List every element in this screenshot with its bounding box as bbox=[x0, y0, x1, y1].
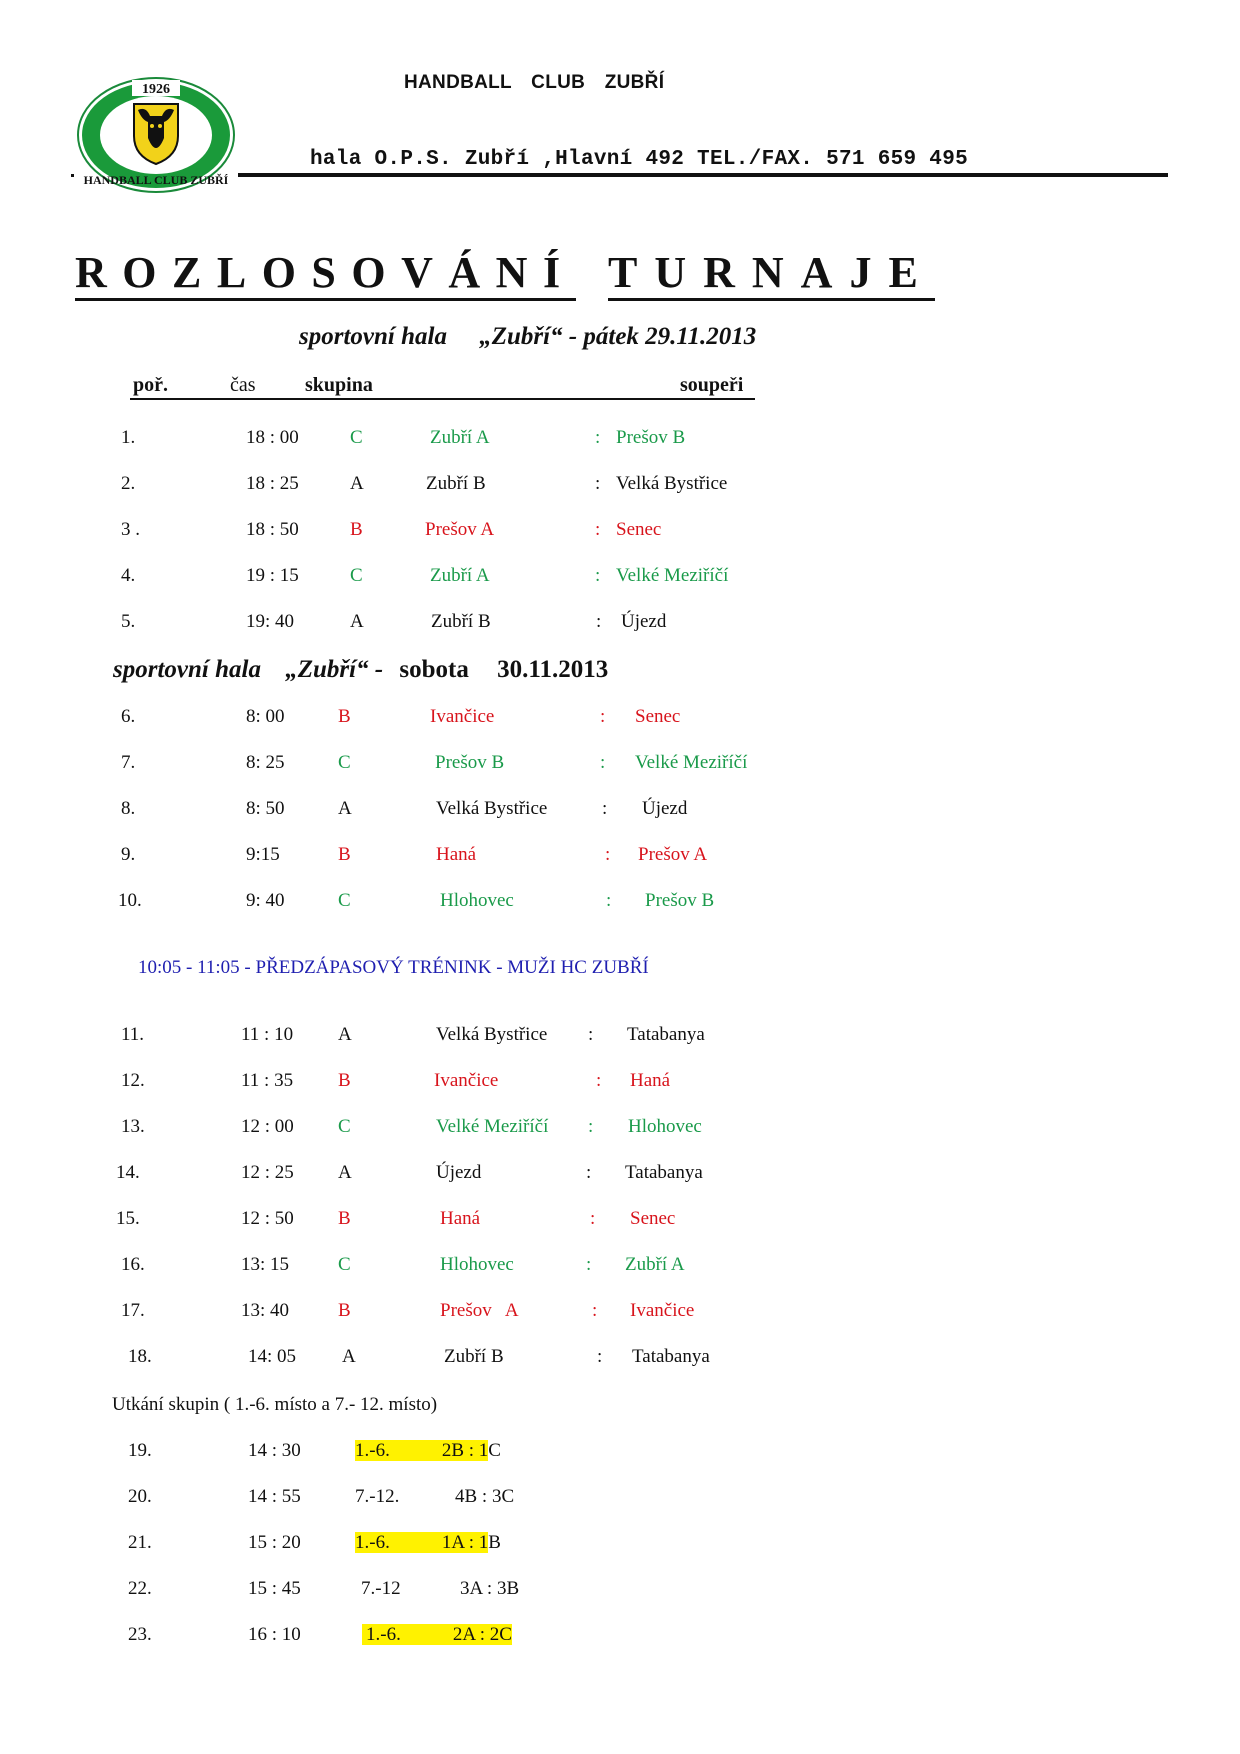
match-time: 18 : 50 bbox=[246, 519, 299, 540]
placement-cell bbox=[355, 1440, 501, 1462]
match-separator: : bbox=[606, 890, 612, 911]
col-opponents: soupeři bbox=[680, 374, 744, 396]
match-time: 8: 50 bbox=[246, 798, 285, 819]
match-home: Prešov A bbox=[440, 1300, 519, 1321]
match-separator: : bbox=[590, 1208, 596, 1229]
placement-cell bbox=[355, 1532, 501, 1554]
match-no: 11. bbox=[121, 1024, 145, 1045]
match-no: 6. bbox=[121, 706, 136, 727]
svg-text:1926: 1926 bbox=[142, 82, 170, 97]
placement-no: 23. bbox=[128, 1624, 152, 1645]
match-home: Haná bbox=[436, 844, 477, 865]
match-away: Senec bbox=[616, 519, 662, 540]
day2-date: 30.11.2013 bbox=[497, 656, 609, 683]
match-time: 18 : 00 bbox=[246, 427, 299, 448]
match-away: Újezd bbox=[642, 798, 688, 819]
match-no: 18. bbox=[128, 1346, 152, 1367]
match-time: 9: 40 bbox=[246, 890, 285, 911]
match-separator: : bbox=[596, 611, 602, 632]
match-separator: : bbox=[586, 1162, 592, 1183]
placement-tail: B bbox=[488, 1532, 501, 1553]
match-away: Velké Meziříčí bbox=[616, 565, 729, 586]
match-group: B bbox=[338, 1300, 351, 1321]
placement-pair: 1A : 1 bbox=[441, 1532, 489, 1553]
placement-time: 14 : 55 bbox=[248, 1486, 301, 1507]
day2-heading bbox=[113, 656, 608, 684]
match-group: C bbox=[338, 1116, 351, 1137]
match-away: Tatabanya bbox=[627, 1024, 705, 1045]
match-no: 10. bbox=[118, 890, 142, 911]
placement-time: 14 : 30 bbox=[248, 1440, 301, 1461]
match-group: A bbox=[338, 798, 352, 819]
placement-no: 21. bbox=[128, 1532, 152, 1553]
match-home: Velké Meziříčí bbox=[436, 1116, 549, 1137]
match-away: Prešov B bbox=[616, 427, 686, 448]
match-no: 15. bbox=[116, 1208, 140, 1229]
match-away: Senec bbox=[635, 706, 681, 727]
match-no: 12. bbox=[121, 1070, 145, 1091]
match-home: Prešov A bbox=[425, 519, 495, 540]
match-separator: : bbox=[586, 1254, 592, 1275]
placement-heading: Utkání skupin ( 1.-6. místo a 7.- 12. místo) bbox=[112, 1394, 438, 1415]
match-no: 5. bbox=[121, 611, 136, 632]
placement-range: 7.-12 bbox=[361, 1578, 401, 1599]
match-home: Hlohovec bbox=[440, 890, 514, 911]
svg-text:HANDBALL CLUB ZUBŘÍ: HANDBALL CLUB ZUBŘÍ bbox=[83, 173, 229, 187]
match-group: A bbox=[342, 1346, 356, 1367]
match-time: 14: 05 bbox=[248, 1346, 297, 1367]
placement-range: 1.-6. bbox=[362, 1624, 453, 1645]
match-away: Velké Meziříčí bbox=[635, 752, 748, 773]
match-away: Ivančice bbox=[630, 1300, 695, 1321]
match-group: C bbox=[338, 890, 351, 911]
match-group: A bbox=[350, 473, 364, 494]
match-time: 11 : 10 bbox=[241, 1024, 294, 1045]
col-time: čas bbox=[230, 374, 256, 396]
match-away: Senec bbox=[630, 1208, 676, 1229]
placement-pair: 2A : 2C bbox=[452, 1624, 512, 1645]
match-no: 13. bbox=[121, 1116, 145, 1137]
match-no: 17. bbox=[121, 1300, 145, 1321]
match-no: 16. bbox=[121, 1254, 145, 1275]
title-part2: TURNAJE bbox=[608, 250, 935, 301]
match-group: A bbox=[338, 1024, 352, 1045]
match-group: A bbox=[338, 1162, 352, 1183]
dot-mark bbox=[71, 174, 74, 177]
club-logo bbox=[76, 76, 236, 194]
day1-place: „Zubří“ - bbox=[479, 323, 578, 350]
match-separator: : bbox=[595, 427, 601, 448]
match-home: Zubří B bbox=[431, 611, 491, 632]
match-away: Hlohovec bbox=[628, 1116, 702, 1137]
match-time: 8: 25 bbox=[246, 752, 285, 773]
match-home: Ivančice bbox=[430, 706, 495, 727]
day2-venue: sportovní hala bbox=[113, 656, 261, 683]
match-separator: : bbox=[595, 519, 601, 540]
match-home: Velká Bystřice bbox=[436, 1024, 548, 1045]
match-group: B bbox=[350, 519, 363, 540]
training-note: 10:05 - 11:05 - PŘEDZÁPASOVÝ TRÉNINK - MUŽI HC ZUBŘÍ bbox=[138, 957, 649, 978]
match-away: Prešov B bbox=[645, 890, 715, 911]
placement-no: 20. bbox=[128, 1486, 152, 1507]
match-time: 19: 40 bbox=[246, 611, 295, 632]
match-away: Újezd bbox=[621, 611, 667, 632]
match-separator: : bbox=[595, 473, 601, 494]
club-name: HANDBALL CLUB ZUBŘÍ bbox=[404, 72, 665, 93]
match-no: 14. bbox=[116, 1162, 140, 1183]
match-no: 8. bbox=[121, 798, 136, 819]
match-time: 12 : 25 bbox=[241, 1162, 294, 1183]
day1-day: pátek 29.11.2013 bbox=[583, 323, 757, 350]
match-separator: : bbox=[592, 1300, 598, 1321]
match-home: Zubří B bbox=[444, 1346, 504, 1367]
placement-pair: 3A : 3B bbox=[460, 1578, 520, 1599]
day1-heading bbox=[299, 323, 756, 351]
placement-time: 15 : 45 bbox=[248, 1578, 301, 1599]
placement-pair: 2B : 1 bbox=[441, 1440, 489, 1461]
match-separator: : bbox=[588, 1116, 594, 1137]
col-no: poř. bbox=[133, 374, 168, 396]
day2-day: sobota bbox=[399, 656, 469, 683]
match-group: B bbox=[338, 706, 351, 727]
match-group: B bbox=[338, 1208, 351, 1229]
col-group: skupina bbox=[305, 374, 373, 396]
match-away: Prešov A bbox=[638, 844, 708, 865]
placement-tail: C bbox=[488, 1440, 501, 1461]
placement-cell bbox=[362, 1624, 512, 1646]
header-underline bbox=[130, 398, 755, 400]
placement-range: 1.-6. bbox=[355, 1532, 442, 1553]
match-separator: : bbox=[602, 798, 608, 819]
match-time: 12 : 50 bbox=[241, 1208, 294, 1229]
match-home: Velká Bystřice bbox=[436, 798, 548, 819]
match-away: Velká Bystřice bbox=[616, 473, 728, 494]
placement-time: 16 : 10 bbox=[248, 1624, 301, 1645]
match-no: 4. bbox=[121, 565, 136, 586]
match-separator: : bbox=[600, 706, 606, 727]
match-no: 2. bbox=[121, 473, 136, 494]
match-time: 19 : 15 bbox=[246, 565, 299, 586]
match-separator: : bbox=[605, 844, 611, 865]
match-separator: : bbox=[600, 752, 606, 773]
match-group: C bbox=[338, 1254, 351, 1275]
match-separator: : bbox=[597, 1346, 603, 1367]
match-away: Zubří A bbox=[625, 1254, 685, 1275]
placement-range: 1.-6. bbox=[355, 1440, 442, 1461]
match-group: A bbox=[350, 611, 364, 632]
day1-venue: sportovní hala bbox=[299, 323, 447, 350]
match-time: 18 : 25 bbox=[246, 473, 299, 494]
match-away: Tatabanya bbox=[632, 1346, 710, 1367]
match-separator: : bbox=[595, 565, 601, 586]
placement-no: 19. bbox=[128, 1440, 152, 1461]
match-separator: : bbox=[588, 1024, 594, 1045]
match-time: 11 : 35 bbox=[241, 1070, 294, 1091]
match-home: Zubří A bbox=[430, 565, 490, 586]
match-time: 13: 40 bbox=[241, 1300, 290, 1321]
match-home: Zubří B bbox=[426, 473, 486, 494]
match-home: Prešov B bbox=[435, 752, 505, 773]
match-separator: : bbox=[596, 1070, 602, 1091]
match-home: Haná bbox=[440, 1208, 481, 1229]
match-group: C bbox=[338, 752, 351, 773]
match-home: Zubří A bbox=[430, 427, 490, 448]
match-group: B bbox=[338, 844, 351, 865]
match-group: B bbox=[338, 1070, 351, 1091]
match-no: 7. bbox=[121, 752, 136, 773]
match-away: Tatabanya bbox=[625, 1162, 703, 1183]
day2-place: „Zubří“ - bbox=[285, 656, 384, 683]
placement-pair: 4B : 3C bbox=[455, 1486, 515, 1507]
placement-no: 22. bbox=[128, 1578, 152, 1599]
match-no: 9. bbox=[121, 844, 136, 865]
match-home: Ivančice bbox=[434, 1070, 499, 1091]
placement-time: 15 : 20 bbox=[248, 1532, 301, 1553]
placement-range: 7.-12. bbox=[355, 1486, 400, 1507]
match-home: Újezd bbox=[436, 1162, 482, 1183]
match-no: 3 . bbox=[121, 519, 140, 540]
club-address: hala O.P.S. Zubří ,Hlavní 492 TEL./FAX. 571 659 495 bbox=[310, 148, 969, 171]
match-time: 9:15 bbox=[246, 844, 280, 865]
match-time: 8: 00 bbox=[246, 706, 285, 727]
match-home: Hlohovec bbox=[440, 1254, 514, 1275]
match-time: 13: 15 bbox=[241, 1254, 290, 1275]
match-time: 12 : 00 bbox=[241, 1116, 294, 1137]
match-away: Haná bbox=[630, 1070, 671, 1091]
match-group: C bbox=[350, 427, 363, 448]
title-part1: ROZLOSOVÁNÍ bbox=[75, 250, 576, 301]
match-group: C bbox=[350, 565, 363, 586]
header-rule bbox=[238, 173, 1168, 177]
match-no: 1. bbox=[121, 427, 136, 448]
